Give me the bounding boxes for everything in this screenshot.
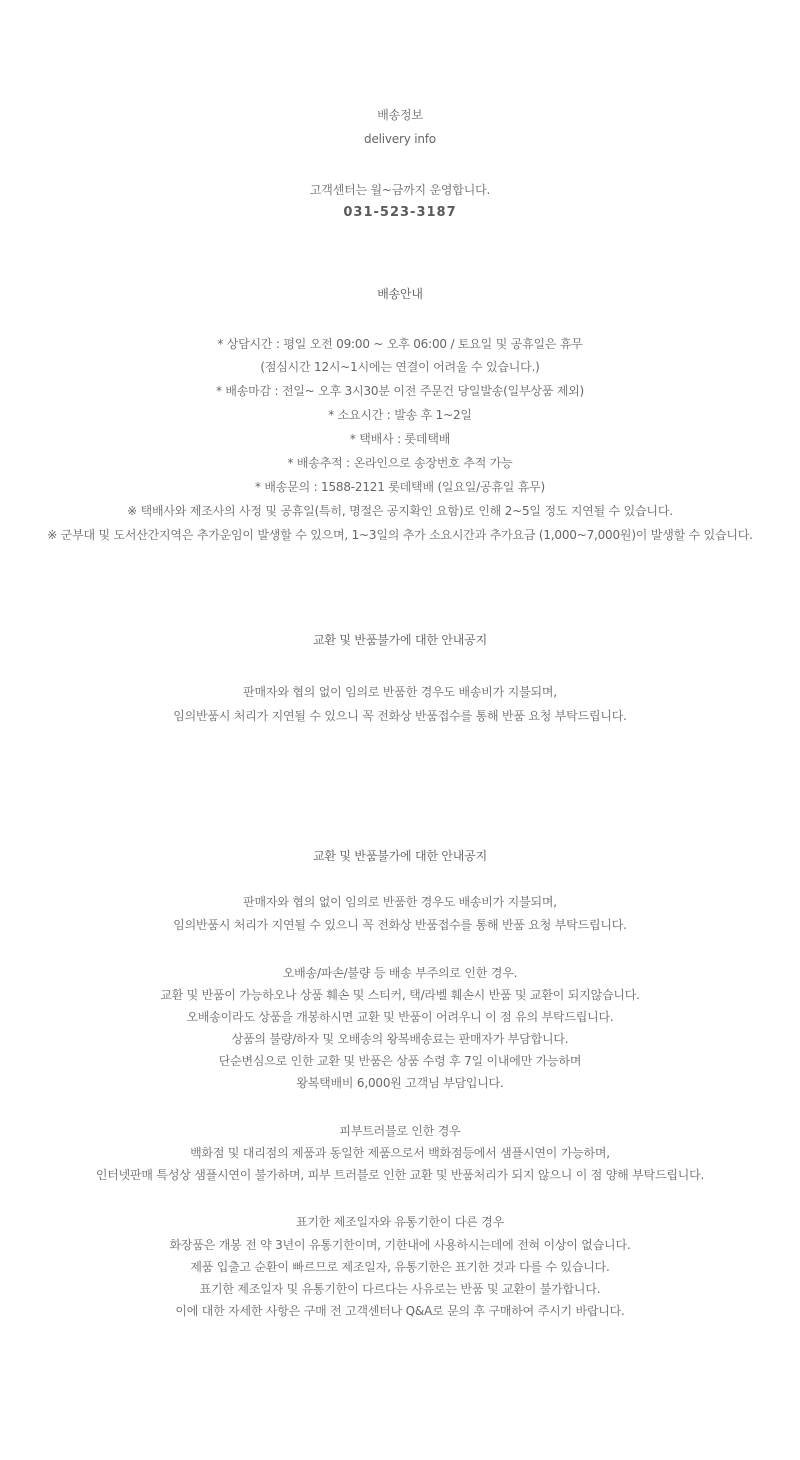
mis-delivery-line-3: 상품의 불량/하자 및 오배송의 왕복배송료는 판매자가 부담합니다. [231, 1032, 569, 1046]
notice-2-intro-2: 임의반품시 처리가 지연될 수 있으니 꼭 전화상 반품접수를 통해 반품 요청 부탁드립니다. [173, 918, 627, 932]
notice-2-intro-1: 판매자와 협의 없이 임의로 반품한 경우도 배송비가 지불되며, [243, 895, 557, 909]
shipping-guide-title: 배송안내 [377, 287, 423, 301]
notice-1-line-1: 판매자와 협의 없이 임의로 반품한 경우도 배송비가 지불되며, [243, 685, 557, 699]
expiry-line-3: 표기한 제조일자 및 유통기한이 다르다는 사유로는 반품 및 교환이 불가합니다. [199, 1282, 601, 1296]
customer-center-hours: 고객센터는 월~금까지 운영합니다. [309, 183, 491, 197]
mis-delivery-heading: 오배송/파손/불량 등 배송 부주의로 인한 경우. [282, 966, 518, 980]
mis-delivery-line-4: 단순변심으로 인한 교환 및 반품은 상품 수령 후 7일 이내에만 가능하며 [218, 1054, 582, 1068]
delivery-title-ko: 배송정보 [377, 108, 423, 122]
shipping-lunch-note: (점심시간 12시~1시에는 연결이 어려울 수 있습니다.) [260, 360, 540, 374]
notice-1-title: 교환 및 반품불가에 대한 안내공지 [313, 633, 487, 647]
shipping-inquiry: * 배송문의 : 1588-2121 롯데택배 (일요일/공휴일 휴무) [254, 480, 546, 494]
shipping-cutoff: * 배송마감 : 전일~ 오후 3시30분 이전 주문건 당일발송(일부상품 제외) [215, 384, 585, 398]
shipping-remote-area-note: ※ 군부대 및 도서산간지역은 추가운임이 발생할 수 있으며, 1~3일의 추가 소요시간과 추가요금 (1,000~7,000원)이 발생할 수 있습니다. [47, 528, 753, 542]
expiry-heading: 표기한 제조일자와 유통기한이 다른 경우 [295, 1215, 505, 1229]
shipping-duration: * 소요시간 : 발송 후 1~2일 [328, 408, 472, 422]
skin-trouble-line-2: 인터넷판매 특성상 샘플시연이 불가하며, 피부 트러블로 인한 교환 및 반품처리가 되지 않으니 이 점 양해 부탁드립니다. [95, 1168, 705, 1182]
customer-center-phone: 031-523-3187 [343, 205, 457, 220]
mis-delivery-line-2: 오배송이라도 상품을 개봉하시면 교환 및 반품이 어려우니 이 점 유의 부탁드립니다. [186, 1010, 614, 1024]
mis-delivery-line-5: 왕복택배비 6,000원 고객님 부담입니다. [296, 1076, 504, 1090]
expiry-line-4: 이에 대한 자세한 사항은 구매 전 고객센터나 Q&A로 문의 후 구매하여 주시기 바랍니다. [175, 1304, 625, 1318]
notice-1-line-2: 임의반품시 처리가 지연될 수 있으니 꼭 전화상 반품접수를 통해 반품 요청 부탁드립니다. [173, 709, 627, 723]
skin-trouble-line-1: 백화점 및 대리점의 제품과 동일한 제품으로서 백화점등에서 샘플시연이 가능하며, [190, 1146, 610, 1160]
shipping-delay-note: ※ 택배사와 제조사의 사정 및 공휴일(특히, 명절은 공지확인 요함)로 인해 2~5일 정도 지연될 수 있습니다. [127, 504, 673, 518]
notice-2-title: 교환 및 반품불가에 대한 안내공지 [313, 849, 487, 863]
delivery-title-en: delivery info [364, 132, 436, 146]
shipping-tracking: * 배송추적 : 온라인으로 송장번호 추적 가능 [287, 456, 513, 470]
shipping-carrier: * 택배사 : 롯데택배 [349, 432, 451, 446]
skin-trouble-heading: 피부트러블로 인한 경우 [339, 1124, 461, 1138]
expiry-line-2: 제품 입출고 순환이 빠르므로 제조일자, 유통기한은 표기한 것과 다를 수 있습니다. [190, 1260, 610, 1274]
expiry-line-1: 화장품은 개봉 전 약 3년이 유통기한이며, 기한내에 사용하시는데에 전혀 이상이 없습니다. [169, 1238, 631, 1252]
mis-delivery-line-1: 교환 및 반품이 가능하오나 상품 훼손 및 스티커, 택/라벨 훼손시 반품 및 교환이 되지않습니다. [160, 988, 640, 1002]
shipping-consult-hours: * 상담시간 : 평일 오전 09:00 ~ 오후 06:00 / 토요일 및 공휴일은 휴무 [217, 337, 583, 351]
